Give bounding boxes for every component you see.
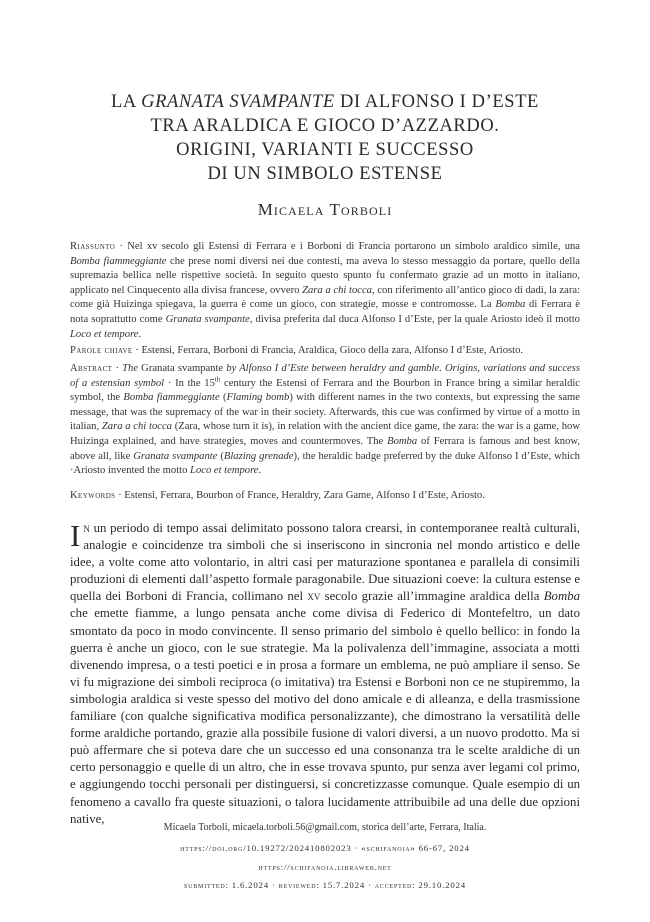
abstract-superscript: th: [214, 375, 221, 384]
abstract-text: .: [258, 465, 262, 477]
keywords-block: [70, 489, 580, 504]
abstract-text: (: [219, 392, 227, 404]
abstract-text: of Ferrara is famous and best know, above all, like: [70, 435, 581, 462]
riassunto-text: · Nel xv secolo gli Estensi di Ferrara e i Borboni di Francia portarono un simbolo araldico simile, una: [115, 241, 580, 252]
body-paragraph: [70, 520, 580, 828]
abstract-text: (Zara, whose turn it is), in relation with the ancient dice game, the zara: the war is a game, how Huizinga explained, and have strategies, moves and countermoves. The: [70, 421, 581, 447]
abstract-text: · In the 15: [164, 377, 215, 389]
abstract-italic: Loco et tempore: [190, 465, 259, 477]
abstract-text: Granata svampante: [138, 363, 227, 374]
journal-url: https://schifanoia.libraweb.net: [258, 862, 392, 872]
abstract-italic: Zara a chi tocca: [101, 421, 172, 433]
doi-line: https://doi.org/10.19272/202410802023 · «schifanoia» 66-67, 2024: [180, 843, 470, 853]
riassunto-block: [70, 240, 580, 342]
abstract-label: Abstract: [70, 363, 113, 374]
riassunto-italic: Bomba fiammeggiante: [70, 255, 167, 267]
keywords-label: Keywords: [70, 490, 116, 501]
riassunto-text: , con riferimento all’antico gioco di dadi, la zara: come già Huizinga spiegava, la guerra è come un gioco, con strategie, mosse e contromosse. La: [70, 284, 581, 311]
abstract-italic: Bomba fiammeggiante: [123, 392, 220, 404]
riassunto-italic: Loco et tempore: [70, 328, 139, 340]
century-smallcaps: xv: [307, 589, 321, 604]
riassunto-italic: Bomba: [495, 299, 526, 311]
submission-dates: submitted: 1.6.2024 · reviewed: 15.7.2024 · accepted: 29.10.2024: [183, 880, 466, 890]
abstract-italic: Bomba: [387, 435, 418, 447]
body-text: secolo grazie all’immagine araldica della: [320, 589, 544, 604]
title-line-4: DI UN SIMBOLO ESTENSE: [207, 164, 443, 184]
riassunto-text: .: [138, 328, 142, 340]
title-line-1: [55, 90, 595, 114]
abstract-italic: by Alfonso I d’Este between heraldry and gamble. Origins, variations and success of a estensian symbol: [70, 363, 581, 389]
title-line-2: TRA ARALDICA E GIOCO D’AZZARDO.: [150, 116, 500, 136]
author-contact: Micaela Torboli, micaela.torboli.56@gmail.com, storica dell’arte, Ferrara, Italia.: [163, 822, 487, 833]
article-title: [55, 90, 595, 186]
riassunto-text: che prese nomi diversi nei due contesti, ma aveva lo stesso messaggio da portare, quello della supremazia bellica nelle rispettive società. In seguito questo spunto fu confermato grazie ad un motto in italiano, applicato nel Cinquecento alla divisa francese, ovvero: [70, 255, 580, 296]
lead-in: n: [83, 521, 90, 535]
keywords-text: · Estensi, Ferrara, Bourbon of France, Heraldry, Zara Game, Alfonso I d’Este, Ariosto.: [115, 490, 485, 501]
parole-chiave-label: Parole chiave: [70, 345, 133, 356]
body-text: che emette fiamme, a lungo pensata anche come divisa di Federico di Montefeltro, un dato smontato da poco in modo convincente. Il senso primario del simbolo è quello bellico: in fondo la guerra è anche un gioco, con le sue strategie. Ma la polivalenza dell’immagine, associata a motti divenendo impresa, o a testi poetici e in prosa a formare un emblema, ne può ampliare il senso. Se vi fu migrazione dei simboli reciproca (o imitativa) tra Estensi e Borboni non ce ne stupiremmo, la simbologia araldica si veste spesso del motivo del dono amicale e di alleanza, e della trasmissione familiare (con qualche significativa modifica personalizzante), che dimostrano la versatilità delle forme araldiche portando, grazie alla possibile fusione di valori diversi, a un nuovo prodotto. Ma si può affermare che si poteva dare che un successo ed una consonanza tra le scelte araldiche di un certo personaggio e quelle di un altro, che in esse trovava spunto, pur senza aver legami col primo, e aggiungendo tocchi personali per distinguersi, si concretizzasse comunque. Quale esempio di un fenomeno a cavallo fra queste situazioni, o talora lucidamente attribuibile ad una delle due opzioni native,: [70, 606, 580, 826]
abstract-text: ·: [112, 363, 123, 374]
abstract-italic: Blazing grenade: [223, 450, 294, 462]
title-italic-text: GRANATA SVAMPANTE: [141, 92, 335, 112]
parole-chiave-block: [70, 344, 580, 359]
parole-chiave-text: · Estensi, Ferrara, Borboni di Francia, Araldica, Gioco della zara, Alfonso I d’Este, Ariosto.: [132, 345, 524, 356]
title-text: DI ALFONSO I D’ESTE: [334, 92, 539, 112]
abstract-text: ), the heraldic badge preferred by the duke Alfonso I d’Este, which ·Ariosto invented the motto: [70, 450, 580, 477]
abstract-italic: Granata svampante: [133, 450, 218, 462]
abstract-italic: Flaming bomb: [226, 392, 290, 404]
riassunto-italic: Granata svampante: [165, 313, 250, 325]
title-line-3: ORIGINI, VARIANTI E SUCCESSO: [176, 140, 474, 160]
body-italic: Bomba: [543, 589, 580, 604]
riassunto-text: di Ferrara è nota soprattutto come: [70, 299, 581, 325]
riassunto-text: , divisa preferita dal duca Alfonso I d’Este, per la quale Ariosto ideò il motto: [249, 313, 580, 325]
drop-cap: I: [70, 518, 81, 553]
title-text: LA: [111, 92, 142, 112]
abstract-text: (: [217, 450, 224, 462]
body-text: un periodo di tempo assai delimitato possono talora crearsi, in contemporanee realtà culturali, analogie e coincidenze tra simboli che si inseriscono in sincronia nel mondo artistico e delle idee, a volte come atto volontario, in altri casi per maturazione spontanea e parallela di consimili produzioni di elementi dall’aspetto formale paragonabile. Due situazioni coeve: la cultura estense e quella dei Borboni di Francia, collimano nel: [70, 521, 580, 604]
riassunto-label: Riassunto: [70, 241, 116, 252]
abstract-text: ) with different names in the two contexts, but expressing the same message, that was the supremacy of the war in their society. Afterwards, this cue was confirmed by virtue of a motto in italian,: [70, 392, 580, 433]
abstract-text: century the Estensi of Ferrara and the Bourbon in France bring a similar heraldic symbol, the: [70, 377, 581, 404]
abstract-italic: The: [122, 363, 139, 374]
riassunto-italic: Zara a chi tocca: [302, 284, 372, 296]
author-name: Micaela Torboli: [257, 200, 393, 219]
abstract-block: [70, 362, 580, 479]
